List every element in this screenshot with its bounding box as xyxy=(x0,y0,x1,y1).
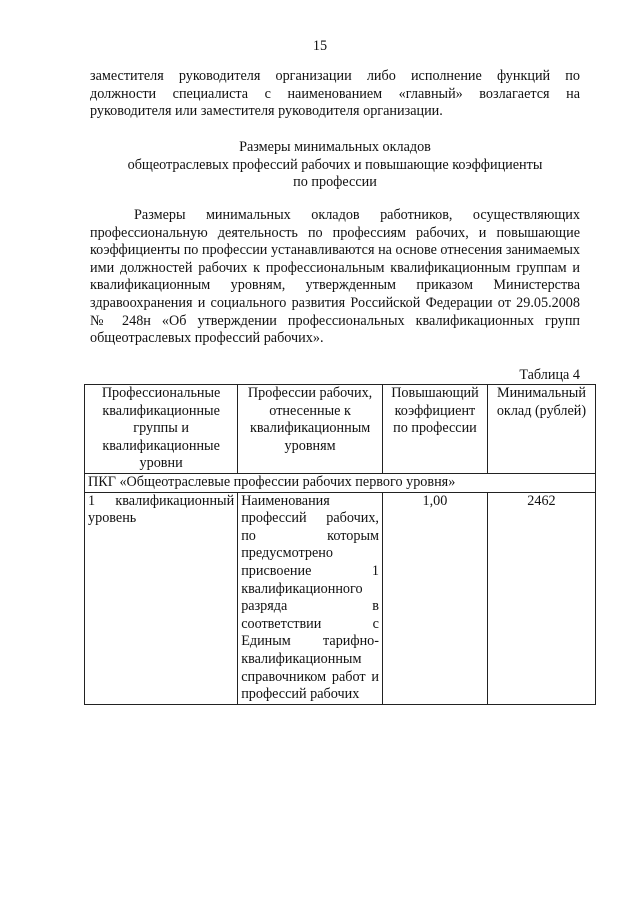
heading-line: Размеры минимальных окладов xyxy=(239,139,431,155)
intro-line: руководителя или заместителя руководителя организации. xyxy=(90,103,443,120)
header-qualification-groups: Профессиональные квалификационные группы и квалификационные уровни xyxy=(85,385,238,474)
salary-table xyxy=(84,384,596,705)
page-number: 15 xyxy=(312,38,328,54)
cell-coefficient: 1,00 xyxy=(382,492,487,704)
table-label: Таблица 4 xyxy=(519,367,580,383)
header-professions: Профессии рабочих, отнесенные к квалификационным уровням xyxy=(238,385,383,474)
table-row xyxy=(85,492,596,704)
section-heading xyxy=(90,139,580,192)
cell-level: 1 квалификационный уровень xyxy=(85,492,238,704)
body-paragraph-block xyxy=(90,207,580,348)
table-group-row xyxy=(85,473,596,492)
header-min-salary: Минимальный оклад (рублей) xyxy=(487,385,595,474)
heading-line: общеотраслевых профессий рабочих и повышающие коэффициенты xyxy=(127,156,543,173)
heading-line: по профессии xyxy=(293,174,377,191)
intro-text xyxy=(90,68,580,121)
group-title: ПКГ «Общеотраслевые профессии рабочих первого уровня» xyxy=(85,473,596,492)
cell-professions: Наименования профессий рабочих, по которым предусмотрено присвоение 1 квалификационного разряда в соответствии с Единым тарифно-квалификационным справочником работ и профессий рабочих xyxy=(238,492,383,704)
intro-line: заместителя руководителя организации либо исполнение функций по xyxy=(90,68,580,84)
cell-salary: 2462 xyxy=(487,492,595,704)
intro-line: должности специалиста с наименованием «главный» возлагается на xyxy=(90,85,580,102)
body-paragraph: Размеры минимальных окладов работников, осуществляющих профессиональную деятельность по профессиям рабочих, и повышающие коэффициенты по профессии устанавливаются на основе отнесения занимаемых ими должностей рабочих к профессиональным квалификационным группам и квалификационным уровням, утвержденным приказом Министерства здравоохранения и социального развития Российской Федерации от 29.05.2008 № 248н «Об утверждении профессиональных квалификационных групп общеотраслевых профессий рабочих». xyxy=(90,207,580,347)
table-header-row xyxy=(85,385,596,474)
header-coefficient: Повышающий коэффициент по профессии xyxy=(382,385,487,474)
